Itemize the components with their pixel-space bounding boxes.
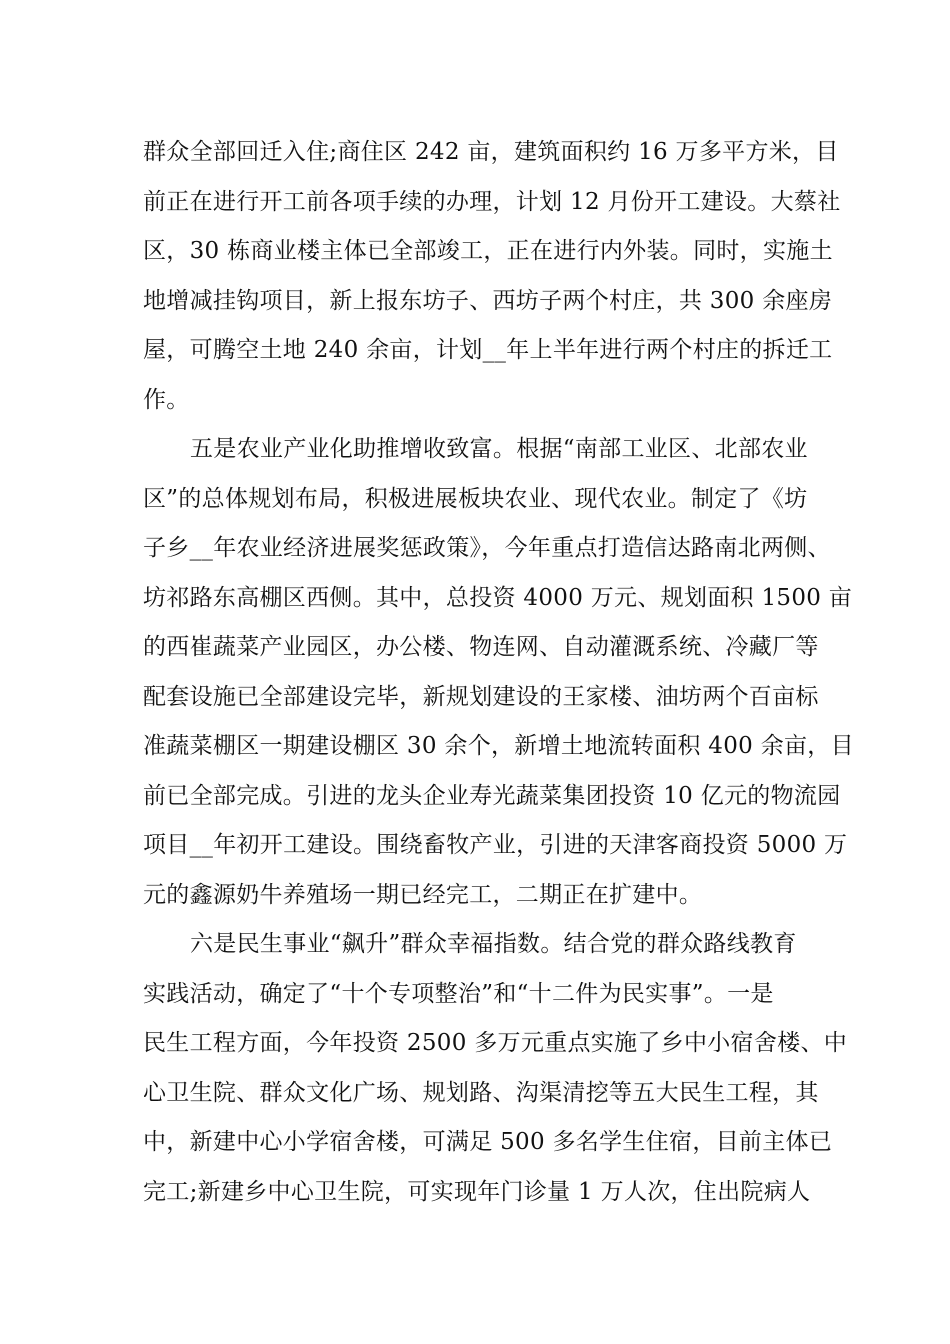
text-line: 完工;新建乡中心卫生院，可实现年门诊量 1 万人次，住出院病人 [143, 1178, 811, 1205]
text-line: 区”的总体规划布局，积极进展板块农业、现代农业。制定了《坊 [143, 485, 808, 512]
text-line: 实践活动，确定了“十个专项整治”和“十二件为民实事”。一是 [143, 980, 774, 1007]
text-line: 区，30 栋商业楼主体已全部竣工，正在进行内外装。同时，实施土 [143, 238, 833, 264]
paragraph-start-line: 六是民生事业“飙升”群众幸福指数。结合党的群众路线教育 [190, 931, 797, 957]
text-line: 群众全部回迁入住;商住区 242 亩，建筑面积约 16 万多平方米，目 [143, 139, 839, 165]
text-line: 中，新建中心小学宿舍楼，可满足 500 多名学生住宿，目前主体已 [143, 1129, 833, 1155]
text-line: 元的鑫源奶牛养殖场一期已经完工，二期正在扩建中。 [143, 881, 703, 908]
text-line: 项目__年初开工建设。围绕畜牧产业，引进的天津客商投资 5000 万 [143, 832, 848, 858]
text-line: 心卫生院、群众文化广场、规划路、沟渠清挖等五大民生工程，其 [143, 1079, 819, 1106]
text-line: 作。 [143, 386, 190, 413]
text-line: 民生工程方面，今年投资 2500 多万元重点实施了乡中小宿舍楼、中 [143, 1030, 848, 1056]
text-line: 配套设施已全部建设完毕，新规划建设的王家楼、油坊两个百亩标 [143, 683, 819, 710]
body-text [143, 128, 854, 1217]
text-line: 的西崔蔬菜产业园区，办公楼、物连网、自动灌溉系统、冷藏厂等 [143, 634, 819, 660]
text-line: 屋，可腾空土地 240 余亩，计划__年上半年进行两个村庄的拆迁工 [143, 337, 833, 363]
text-line: 地增减挂钩项目，新上报东坊子、西坊子两个村庄，共 300 余座房 [143, 287, 833, 314]
text-line: 子乡__年农业经济进展奖惩政策》，今年重点打造信达路南北两侧、 [143, 535, 831, 561]
text-line: 坊祁路东高棚区西侧。其中，总投资 4000 万元、规划面积 1500 亩 [143, 584, 853, 611]
text-line: 前正在进行开工前各项手续的办理，计划 12 月份开工建设。大蔡社 [143, 188, 841, 215]
text-line: 前已全部完成。引进的龙头企业寿光蔬菜集团投资 10 亿元的物流园 [143, 782, 841, 809]
paragraph-start-line: 五是农业产业化助推增收致富。根据“南部工业区、北部农业 [190, 436, 808, 462]
text-line: 准蔬菜棚区一期建设棚区 30 余个，新增土地流转面积 400 余亩，目 [143, 733, 854, 759]
